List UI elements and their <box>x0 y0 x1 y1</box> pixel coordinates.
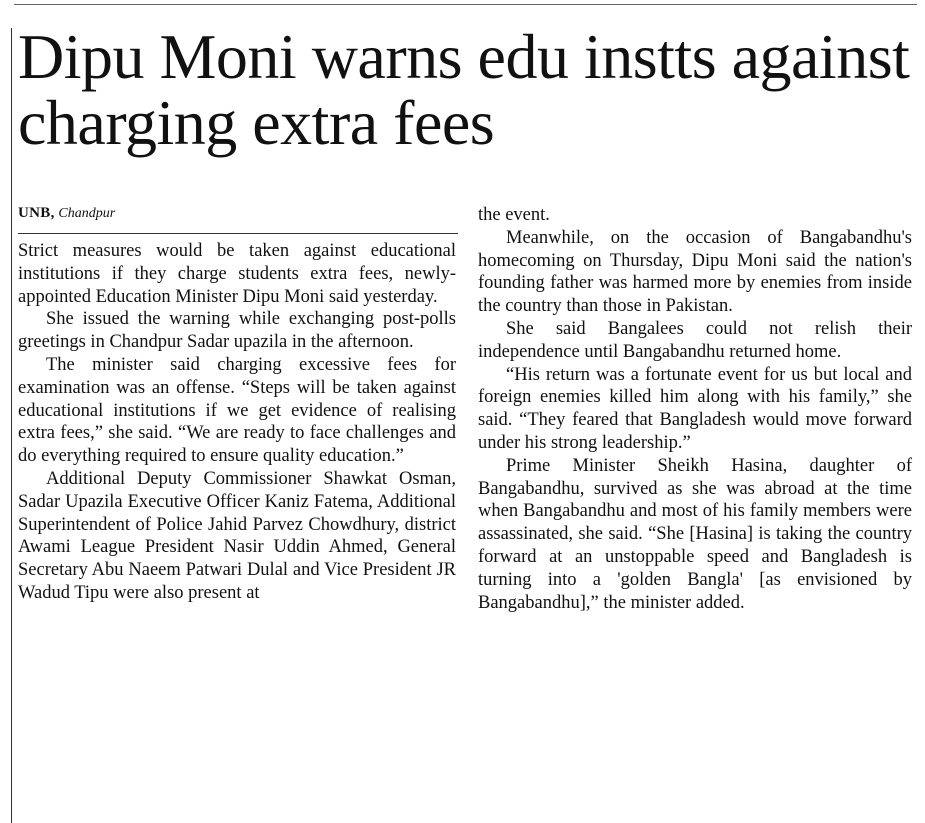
headline: Dipu Moni warns edu instts against charging extra fees <box>18 21 910 158</box>
paragraph: the event. <box>478 205 550 225</box>
byline-place: Chandpur <box>58 206 116 221</box>
paragraph: “His return was a fortunate event for us but local and foreign enemies killed him along with his family,” she said. “They feared that Bangladesh would move forward under his strong leadership.” <box>478 364 912 453</box>
paragraph: Meanwhile, on the occasion of Bangabandhu's homecoming on Thursday, Dipu Moni said the nation's founding father was harmed more by enemies from inside the country than those in Pakistan. <box>478 227 912 317</box>
top-rule <box>14 4 917 5</box>
byline <box>18 205 115 222</box>
paragraph: The minister said charging excessive fees for examination was an offense. “Steps will be taken against educational institutions if we get evidence of realising extra fees,” she said. “We are ready to face challenges and do everything required to ensure quality education.” <box>18 354 456 467</box>
paragraph: Strict measures would be taken against educational institutions if they charge students extra fees, newly-appointed Education Minister Dipu Moni said yesterday. <box>18 241 456 307</box>
paragraph: Prime Minister Sheikh Hasina, daughter of Bangabandhu, survived as she was abroad at the time when Bangabandhu and most of his family members were assassinated, she said. “She [Hasina] is taking the country forward at an unstoppable speed and Bangladesh is turning into a 'golden Bangla' [as envisioned by Bangabandhu],” the minister added. <box>478 455 912 613</box>
paragraph: She said Bangalees could not relish their independence until Bangabandhu returned home. <box>478 318 912 362</box>
article-column-1 <box>18 240 456 605</box>
byline-rule <box>18 233 458 234</box>
byline-agency: UNB, <box>18 205 55 221</box>
paragraph: Additional Deputy Commissioner Shawkat Osman, Sadar Upazila Executive Officer Kaniz Fatema, Additional Superintendent of Police Jahid Parvez Chowdhury, district Awami League President Nasir Uddin Ahmed, General Secretary Abu Naeem Patwari Dulal and Vice President JR Wadud Tipu were also present at <box>18 468 456 603</box>
paragraph: She issued the warning while exchanging post-polls greetings in Chandpur Sadar upazila in the afternoon. <box>18 309 456 353</box>
left-column-rule <box>11 28 12 823</box>
article-column-2 <box>478 204 912 614</box>
